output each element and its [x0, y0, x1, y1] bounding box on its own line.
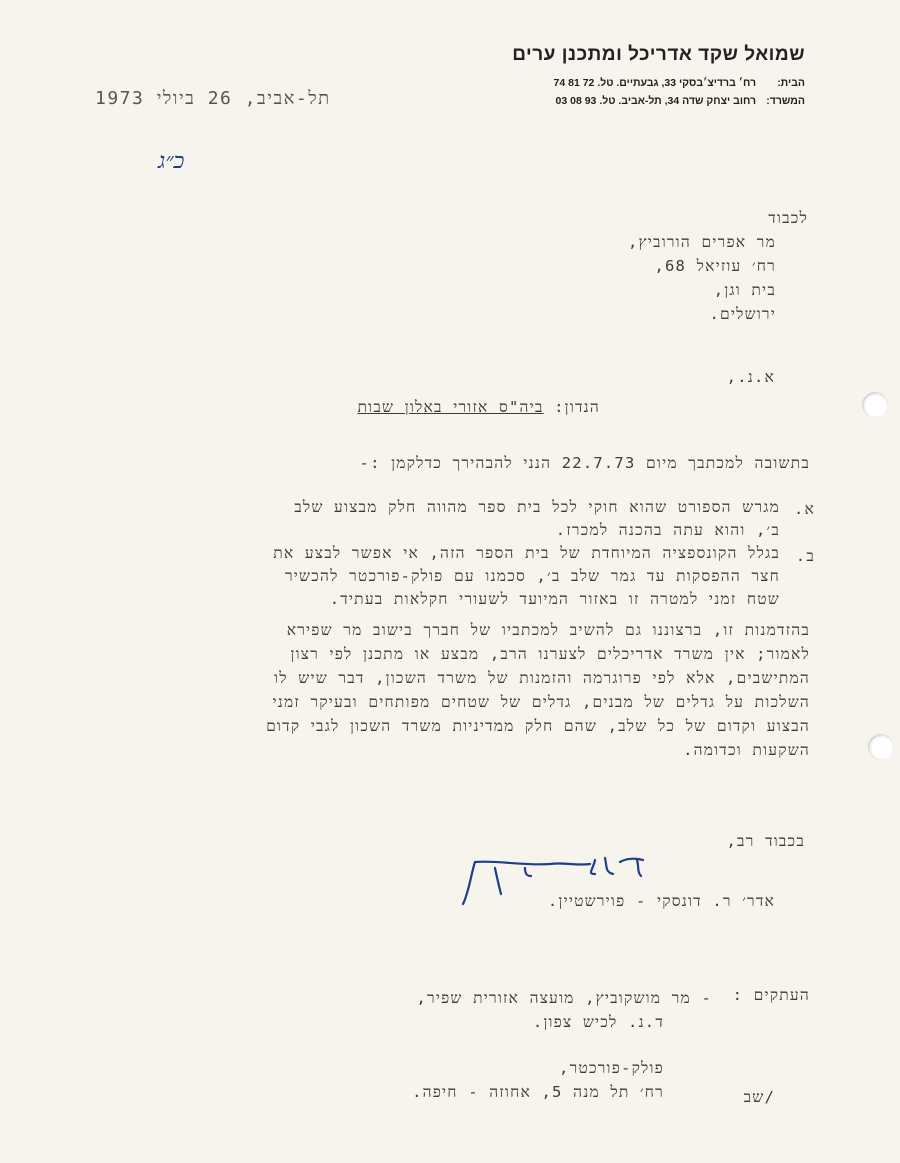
paragraph-line: המתישבים, אלא לפי פרוגרמה והזמנות של משרד השכון, דבר שיש לו: [274, 669, 810, 687]
recipient-line: רח׳ עוזיאל 68,: [654, 257, 776, 275]
recipient-line: לכבוד: [768, 209, 808, 227]
cc-line: - מר מושקוביץ, מועצה אזורית שפיר,: [416, 989, 712, 1007]
cc-label: העתקים :: [732, 986, 810, 1004]
cc-line: פולק-פורכטר,: [559, 1059, 664, 1077]
paragraph-line: השקעות וכדומה.: [683, 741, 810, 759]
paragraph-line: הבצוע וקדום של כל שלב, שהם חלק ממדיניות משרד השכון לגבי קדום: [266, 717, 810, 735]
letterhead-home-address: רח׳ ברדיצ׳בסקי 33, גבעתיים. טל. 72 81 74: [553, 77, 757, 89]
paragraph-line: לאמור; אין משרד אדריכלים לצערנו הרב, מבצע או מתכנן לפי רצון: [290, 645, 810, 663]
list-item: [120, 542, 780, 611]
letterhead-office-address: רחוב יצחק שדה 34, תל-אביב. טל. 93 08 03: [555, 95, 757, 107]
recipient-block: [628, 206, 808, 326]
letterhead-office-label: המשרד:: [766, 95, 805, 107]
paragraph-line: השלכות על גדלים של מבנים, גדלים של שטחים מפותחים ובעיקר זמני: [272, 693, 810, 711]
subject-line: [358, 398, 600, 417]
signature-name: אדר׳ ר. דונסקי - פוירשטיין.: [547, 892, 775, 910]
punch-hole: [868, 734, 894, 760]
item-line: מגרש הספורט שהוא חוקי לכל בית ספר מהווה חלק מבצוע שלב: [294, 498, 780, 516]
item-line: ב׳, והוא עתה בהכנה למכרז.: [555, 521, 780, 539]
closing: בכבוד רב,: [726, 832, 805, 850]
cc-line: רח׳ תל מנה 5, אחוזה - חיפה.: [412, 1083, 664, 1101]
handwritten-ref: כ״ג: [158, 149, 185, 174]
item-line: בגלל הקונספציה המיוחדת של בית הספר הזה, אי אפשר לבצע את: [273, 544, 780, 562]
subject-text: ביה"ס אזורי באלון שבות: [357, 398, 544, 416]
item-marker: א.: [793, 500, 815, 518]
typist-initials: /שב: [743, 1088, 775, 1106]
item-marker: ב.: [795, 547, 815, 565]
item-line: חצר ההפסקות עד גמר שלב ב׳, סכמנו עם פולק-פורכטר להכשיר: [284, 567, 780, 585]
letterhead-office: [556, 95, 806, 107]
paragraph-line: בהזדמנות זו, ברצוננו גם להשיב למכתביו של חברך בישוב מר שפירא: [286, 621, 810, 639]
letterhead-home-label: הבית:: [777, 77, 805, 89]
body-paragraph: [130, 618, 810, 762]
cc-block: [412, 986, 712, 1104]
recipient-line: ירושלים.: [709, 305, 776, 323]
recipient-line: בית וגן,: [713, 281, 776, 299]
list-item: [120, 496, 780, 542]
cc-line: ד.נ. לכיש צפון.: [532, 1013, 664, 1031]
letterhead-name: שמואל שקד אדריכל ומתכנן ערים: [512, 44, 805, 65]
subject-label: הנדון:: [554, 398, 600, 416]
recipient-line: מר אפרים הורוביץ,: [627, 233, 776, 251]
letterhead-home: [554, 77, 806, 89]
punch-hole: [862, 392, 888, 418]
item-line: שטח זמני למטרה זו באזור המיועד לשעורי חקלאות בעתיד.: [329, 590, 780, 608]
intro-line: בתשובה למכתבך מיום 22.7.73 הנני להבהירך כדלקמן :-: [359, 454, 810, 472]
salutation-initial: א.נ.,: [726, 368, 775, 386]
letter-date: תל-אביב, 26 ביולי 1973: [95, 88, 331, 109]
